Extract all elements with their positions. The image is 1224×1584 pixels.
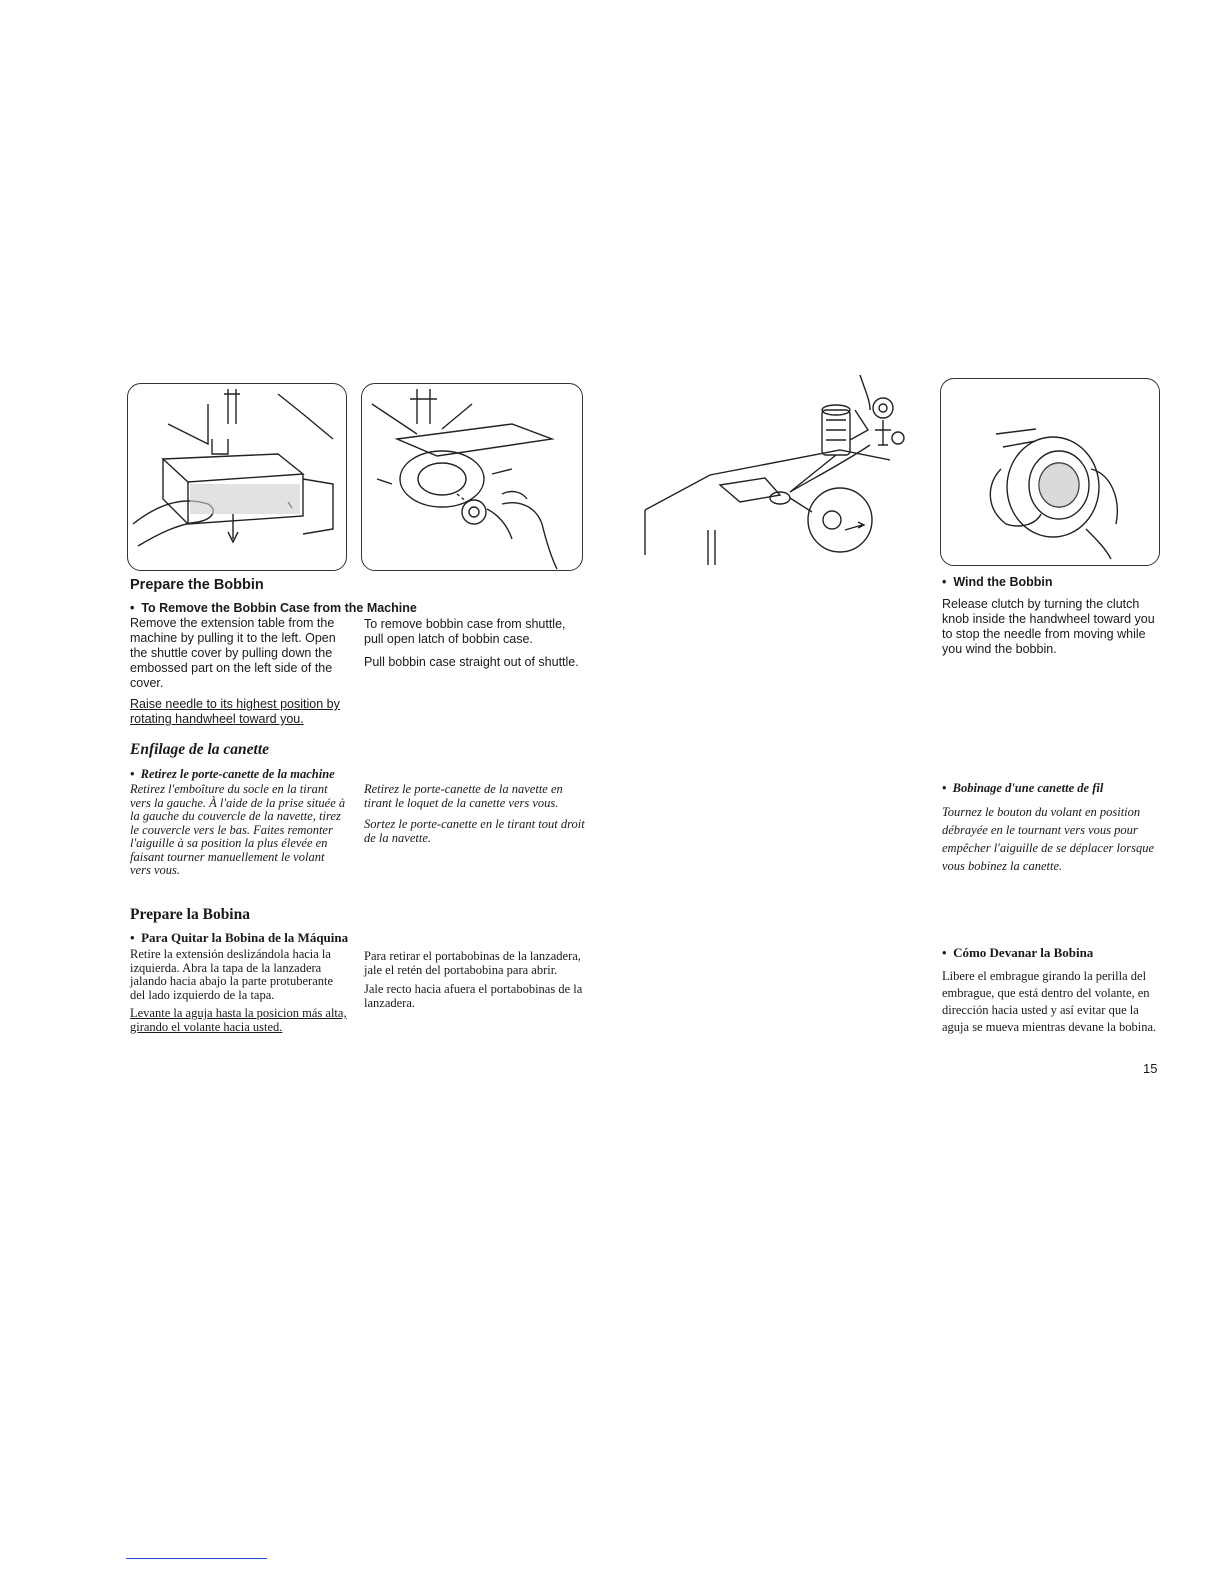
en-wind-text: Release clutch by turning the clutch knob inside the handwheel toward you to stop the needle from moving while you wind the bobbin.	[942, 597, 1155, 656]
spool-and-bobbin-winder-illustration	[640, 370, 908, 580]
en-remove-extension-text: Remove the extension table from the machine by pulling it to the left. Open the shuttle cover by pulling down the embossed part on the left side of the cover.	[130, 616, 336, 690]
en-column-right	[364, 617, 586, 670]
footer-rule	[126, 1558, 267, 1559]
page-number: 15	[1143, 1061, 1158, 1076]
subheading-remove-bobbin-case: • To Remove the Bobbin Case from the Machine	[130, 601, 417, 615]
heading-prepare-bobina: Prepare la Bobina	[130, 906, 250, 923]
subheading-bobinage-canette: • Bobinage d'une canette de fil	[942, 781, 1103, 796]
es-levante-aguja-text: Levante la aguja hasta la posicion más alta, girando el volante hacia usted.	[130, 1006, 347, 1034]
en-pull-case-text: Pull bobbin case straight out of shuttle.	[364, 655, 579, 669]
figure-bobbin-case-removal	[361, 383, 583, 571]
figure-handwheel-clutch	[940, 378, 1160, 566]
subheading-wind-bobbin: • Wind the Bobbin	[942, 575, 1053, 589]
heading-enfilage-canette: Enfilage de la canette	[130, 741, 270, 758]
en-raise-needle-text: Raise needle to its highest position by rotating handwheel toward you.	[130, 697, 340, 726]
es-column-right	[364, 950, 590, 1010]
heading-prepare-bobbin: Prepare the Bobbin	[130, 577, 264, 593]
hand-turning-handwheel-knob-illustration	[941, 379, 1159, 565]
hand-pulling-bobbin-case-illustration	[362, 384, 582, 570]
figure-bobbin-winding-thread-path	[640, 370, 908, 580]
es-retire-extension-text: Retire la extensión deslizándola hacia la izquierda. Abra la tapa de la lanzadera jalando hacia abajo la parte protuberante del lado izquierdo de la tapa.	[130, 947, 334, 1002]
en-column-left	[130, 616, 348, 727]
fr-sortez-porte-canette-text: Sortez le porte-canette en le tirant tout droit de la navette.	[364, 817, 585, 845]
subheading-retirez-porte-canette: • Retirez le porte-canette de la machine	[130, 767, 335, 782]
es-jale-recto-text: Jale recto hacia afuera el portabobinas de la lanzadera.	[364, 982, 583, 1010]
fr-wind-text: Tournez le bouton du volant en position débrayée en le tournant vers vous pour empêcher l'aiguille de se déplacer lorsque vous bobinez la canette.	[942, 805, 1154, 873]
fr-column-right	[364, 783, 586, 845]
es-column-left	[130, 948, 350, 1034]
fr-tirez-loquet-text: Retirez le porte-canette de la navette en tirant le loquet de la canette vers vous.	[364, 782, 563, 810]
figure-extension-table-removal	[127, 383, 347, 571]
es-wind-text: Libere el embrague girando la perilla del embrague, que está dentro del volante, en dirección hacia usted y así evitar que la aguja se mueva mientras devane la bobina.	[942, 969, 1157, 1034]
es-retirar-portabobinas-text: Para retirar el portabobinas de la lanzadera, jale el retén del portabobina para abrir.	[364, 949, 581, 977]
hand-sliding-extension-table-illustration	[128, 384, 346, 570]
fr-retirez-emboiture-text: Retirez l'emboîture du socle en la tirant vers la gauche. À l'aide de la prise située à la gauche du couvercle de la navette, tirez le couvercle vers le bas. Faites remonter l'aiguille à sa position la plus élevée en faisant tourner manuellement le volant vers vous.	[130, 782, 346, 877]
en-pull-latch-text: To remove bobbin case from shuttle, pull open latch of bobbin case.	[364, 617, 566, 646]
subheading-devanar-bobina: • Cómo Devanar la Bobina	[942, 945, 1093, 961]
subheading-quitar-bobina: • Para Quitar la Bobina de la Máquina	[130, 930, 348, 946]
